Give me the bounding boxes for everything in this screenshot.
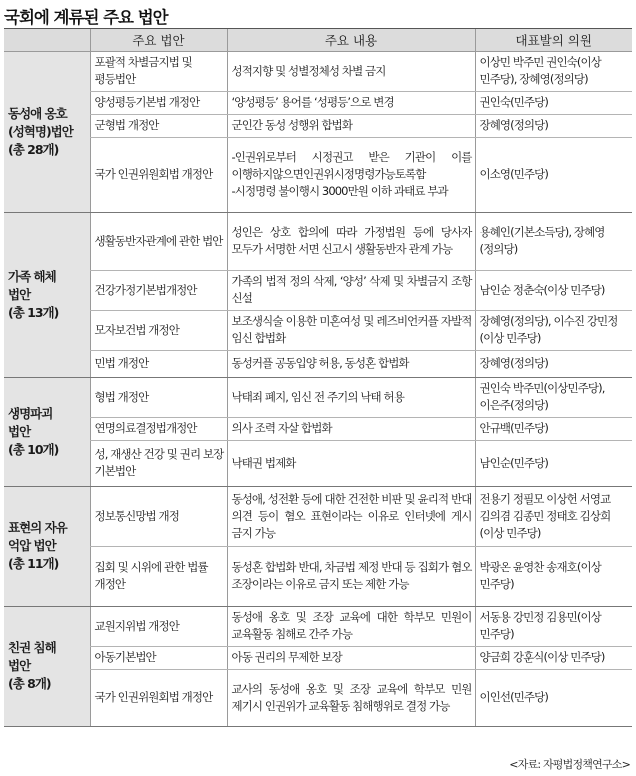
content-cell: 성적지향 및 성별정체성 차별 금지 xyxy=(227,52,475,92)
sponsor-cell: 장혜영(정의당), 이수진 강민정(이상 민주당) xyxy=(475,311,632,351)
source-note: <자료: 자평법정책연구소> xyxy=(509,758,630,771)
law-cell: 민법 개정안 xyxy=(90,351,227,378)
header-sponsors: 대표발의 의원 xyxy=(475,29,632,52)
law-cell: 양성평등기본법 개정안 xyxy=(90,92,227,115)
law-cell: 생활동반자관계에 관한 법안 xyxy=(90,213,227,271)
content-cell: 성인은 상호 합의에 따라 가정법원 등에 당사자 모두가 서명한 서면 신고시 생활동반자 관계 가능 xyxy=(227,213,475,271)
sponsor-cell: 장혜영(정의당) xyxy=(475,115,632,138)
content-cell: ‘양성평등’ 용어를 ‘성평등’으로 변경 xyxy=(227,92,475,115)
table-row xyxy=(4,378,632,418)
law-cell: 건강가정기본법개정안 xyxy=(90,271,227,311)
content-cell: 동성애 옹호 및 조장 교육에 대한 학부모 민원이 교육활동 침해로 간주 가능 xyxy=(227,607,475,647)
table-row xyxy=(4,213,632,271)
content-cell: 동성애, 성전환 등에 대한 건전한 비판 및 윤리적 반대 의견 등이 혐오 표현이라는 이유로 인터넷에 게시 금지 가능 xyxy=(227,487,475,547)
table-row xyxy=(4,547,632,607)
sponsor-cell: 이소영(민주당) xyxy=(475,138,632,213)
law-cell: 아동기본법안 xyxy=(90,647,227,670)
content-cell: 동성커플 공동입양 허용, 동성혼 합법화 xyxy=(227,351,475,378)
sponsor-cell: 이상민 박주민 권인숙(이상 민주당), 장혜영(정의당) xyxy=(475,52,632,92)
table-row xyxy=(4,670,632,727)
sponsor-cell: 전용기 정필모 이상헌 서영교 김의겸 김종민 정태호 김상희(이상 민주당) xyxy=(475,487,632,547)
sponsor-cell: 권인숙(민주당) xyxy=(475,92,632,115)
law-cell: 국가 인권위원회법 개정안 xyxy=(90,138,227,213)
content-cell: 아동 권리의 무제한 보장 xyxy=(227,647,475,670)
table-row xyxy=(4,52,632,92)
category-cell: 표현의 자유 억압 법안 (총 11개) xyxy=(4,487,90,607)
content-cell: 동성혼 합법화 반대, 차금법 제정 반대 등 집회가 혐오 조장이라는 이유로 금지 또는 제한 가능 xyxy=(227,547,475,607)
content-cell: 가족의 법적 정의 삭제, ‘양성’ 삭제 및 차별금지 조항 신설 xyxy=(227,271,475,311)
law-cell: 교원지위법 개정안 xyxy=(90,607,227,647)
sponsor-cell: 권인숙 박주민(이상민주당), 이은주(정의당) xyxy=(475,378,632,418)
category-cell: 동성애 옹호 (성혁명)법안 (총 28개) xyxy=(4,52,90,213)
sponsor-cell: 양금희 강훈식(이상 민주당) xyxy=(475,647,632,670)
content-cell: 낙태죄 폐지, 임신 전 주기의 낙태 허용 xyxy=(227,378,475,418)
content-cell: 군인간 동성 성행위 합법화 xyxy=(227,115,475,138)
page-title: 국회에 계류된 주요 법안 xyxy=(4,8,168,27)
content-cell: -인권위로부터 시정권고 받은 기관이 이를 이행하지않으면인권위시정명령가능토록함 -시정명령 불이행시 3000만원 이하 과태료 부과 xyxy=(227,138,475,213)
table-row xyxy=(4,92,632,115)
table-row xyxy=(4,647,632,670)
law-cell: 모자보건법 개정안 xyxy=(90,311,227,351)
table-row xyxy=(4,441,632,487)
table-header-row xyxy=(4,29,632,52)
table-row xyxy=(4,487,632,547)
sponsor-cell: 안규백(민주당) xyxy=(475,418,632,441)
sponsor-cell: 박광온 윤영찬 송재호(이상 민주당) xyxy=(475,547,632,607)
sponsor-cell: 이인선(민주당) xyxy=(475,670,632,727)
header-law: 주요 법안 xyxy=(90,29,227,52)
content-cell: 보조생식술 이용한 미혼여성 및 레즈비언커플 자발적 임신 합법화 xyxy=(227,311,475,351)
table-row xyxy=(4,271,632,311)
table-row xyxy=(4,115,632,138)
law-cell: 형법 개정안 xyxy=(90,378,227,418)
law-cell: 성, 재생산 건강 및 권리 보장 기본법안 xyxy=(90,441,227,487)
content-cell: 교사의 동성애 옹호 및 조장 교육에 학부모 민원 제기시 인권위가 교육활동 침해행위로 결정 가능 xyxy=(227,670,475,727)
table-row xyxy=(4,607,632,647)
law-cell: 정보통신망법 개정 xyxy=(90,487,227,547)
bills-table xyxy=(4,28,632,727)
sponsor-cell: 서동용 강민정 김용민(이상 민주당) xyxy=(475,607,632,647)
law-cell: 연명의료결정법개정안 xyxy=(90,418,227,441)
sponsor-cell: 장혜영(정의당) xyxy=(475,351,632,378)
content-cell: 의사 조력 자살 합법화 xyxy=(227,418,475,441)
sponsor-cell: 용혜인(기본소득당), 장혜영(정의당) xyxy=(475,213,632,271)
law-cell: 포괄적 차별금지법 및 평등법안 xyxy=(90,52,227,92)
content-cell: 낙태권 법제화 xyxy=(227,441,475,487)
sponsor-cell: 남인순(민주당) xyxy=(475,441,632,487)
header-category xyxy=(4,29,90,52)
law-cell: 국가 인권위원회법 개정안 xyxy=(90,670,227,727)
law-cell: 군형법 개정안 xyxy=(90,115,227,138)
law-cell: 집회 및 시위에 관한 법률 개정안 xyxy=(90,547,227,607)
category-cell: 생명파괴 법안 (총 10개) xyxy=(4,378,90,487)
header-content: 주요 내용 xyxy=(227,29,475,52)
table-row xyxy=(4,351,632,378)
table-row xyxy=(4,138,632,213)
table-row xyxy=(4,418,632,441)
category-cell: 가족 해체 법안 (총 13개) xyxy=(4,213,90,378)
sponsor-cell: 남인순 정춘숙(이상 민주당) xyxy=(475,271,632,311)
category-cell: 친권 침해 법안 (총 8개) xyxy=(4,607,90,727)
table-row xyxy=(4,311,632,351)
